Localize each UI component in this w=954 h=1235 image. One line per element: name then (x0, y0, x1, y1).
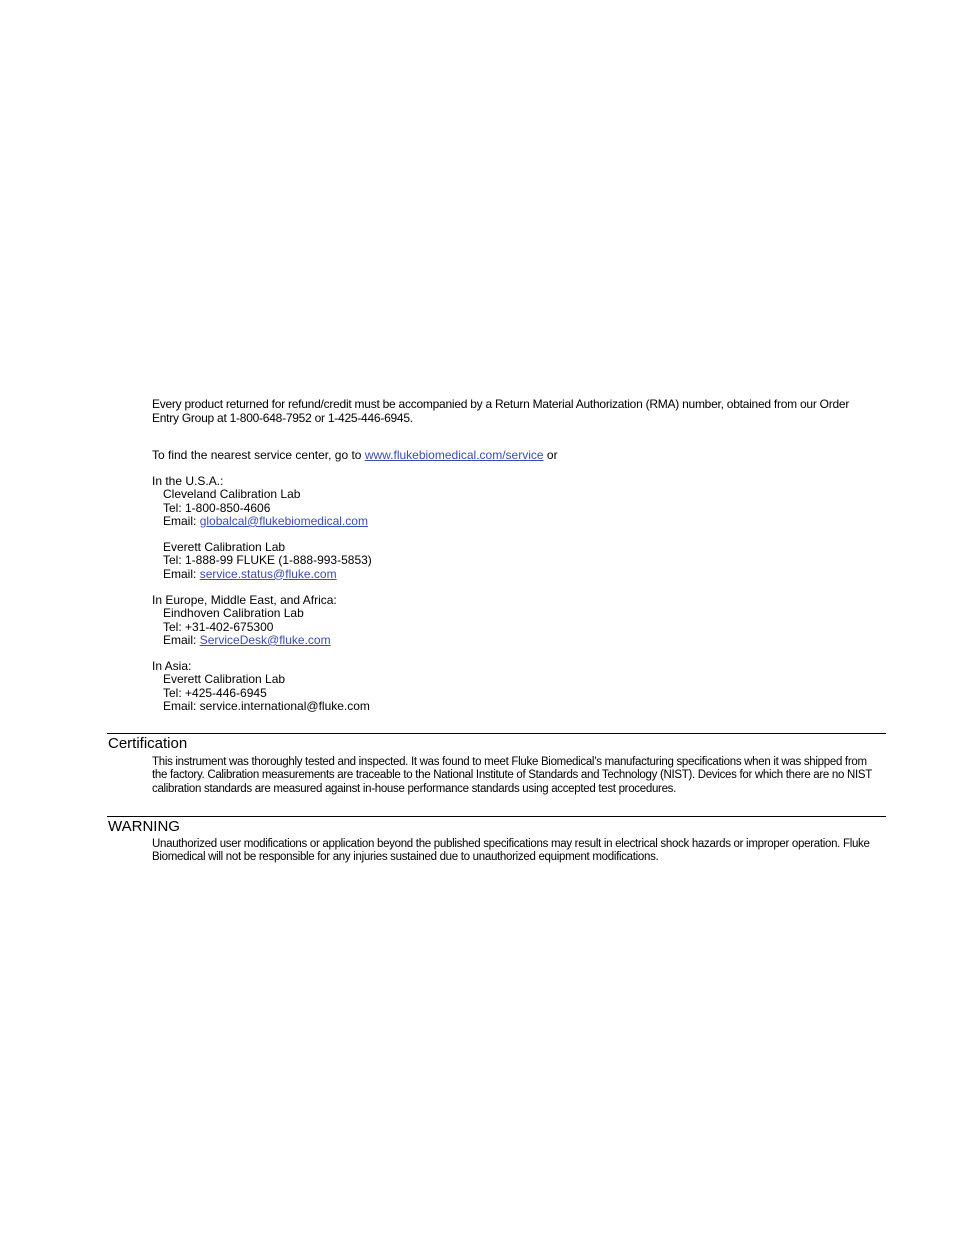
everett-lab-email-line (152, 568, 372, 581)
cleveland-lab-name: Cleveland Calibration Lab (163, 487, 301, 502)
service-website-link[interactable]: www.flukebiomedical.com/service (364, 448, 544, 462)
rma-notice: Every product returned for refund/credit must be accompanied by a Return Material Authorization (RMA) number, obtained from our Order Entry Group at 1-800-648-7952 or 1-425-446-6945. (152, 397, 850, 425)
cleveland-email-link[interactable]: globalcal@flukebiomedical.com (199, 513, 368, 528)
asia-lab-tel: Tel: +425-446-6945 (163, 685, 267, 700)
usa-heading: In the U.S.A.: (152, 474, 224, 488)
email-label: Email: (163, 566, 197, 581)
find-service-line (152, 448, 558, 462)
email-label: Email: (163, 513, 197, 528)
find-service-prefix: To find the nearest service center, go to (152, 448, 362, 462)
emea-contacts (152, 594, 337, 647)
eindhoven-lab-tel: Tel: +31-402-675300 (163, 619, 274, 634)
warning-heading: WARNING (108, 818, 180, 835)
everett-email-link[interactable]: service.status@fluke.com (199, 566, 337, 581)
everett-lab-name: Everett Calibration Lab (163, 540, 286, 554)
usa-contacts (152, 475, 368, 528)
everett-contacts (152, 541, 372, 581)
warning-text: Unauthorized user modifications or application beyond the published specifications may result in electrical shock hazards or improper operation. Fluke Biomedical will not be responsible for any injuries sustained due to unauthorized equipment modifications. (152, 838, 870, 864)
eindhoven-lab-email-line (152, 634, 337, 647)
asia-lab-name: Everett Calibration Lab (163, 672, 286, 687)
section-divider (107, 816, 886, 817)
email-label: Email: (163, 632, 197, 647)
asia-heading: In Asia: (152, 659, 192, 673)
certification-text: This instrument was thoroughly tested and inspected. It was found to meet Fluke Biomedical’s manufacturing specifications when it was shipped from the factory. Calibration measurements are traceable to the National Institute of Standards and Technology (NIST). Devices for which there are no NIST calibration standards are measured against in-house performance standards using accepted test procedures. (152, 756, 872, 795)
servicedesk-email-link[interactable]: ServiceDesk@fluke.com (199, 632, 331, 647)
find-service-suffix: or (546, 448, 558, 462)
cleveland-lab-tel: Tel: 1-800-850-4606 (163, 500, 271, 515)
asia-contacts (152, 660, 370, 713)
certification-heading: Certification (108, 735, 188, 752)
everett-lab-tel: Tel: 1-888-99 FLUKE (1-888-993-5853) (163, 553, 372, 568)
eindhoven-lab-name: Eindhoven Calibration Lab (163, 606, 304, 621)
cleveland-lab-email-line (152, 515, 368, 528)
asia-lab-email-line: Email: service.international@fluke.com (163, 698, 370, 713)
section-divider (107, 733, 886, 734)
emea-heading: In Europe, Middle East, and Africa: (152, 593, 337, 607)
